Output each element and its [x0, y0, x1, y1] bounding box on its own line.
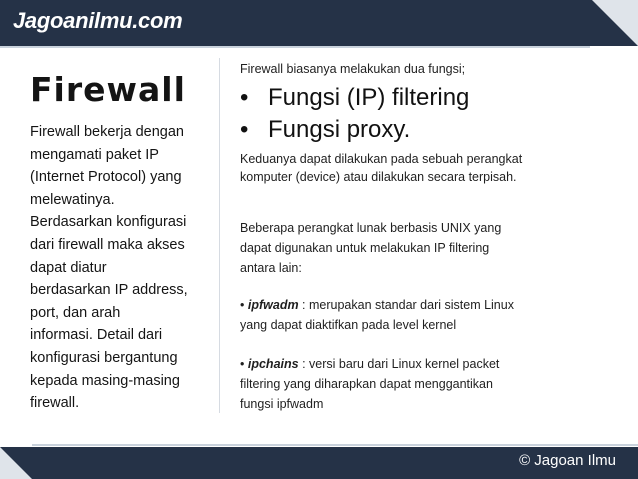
tool-desc: : versi baru dari Linux kernel packet [298, 357, 500, 371]
left-line: dapat diatur [30, 259, 107, 276]
bullet-icon: • [240, 357, 245, 371]
left-line: mengamati paket IP [30, 146, 159, 163]
tool-desc-line: yang dapat diaktifkan pada level kernel [240, 318, 457, 332]
left-line: konfigurasi bergantung [30, 349, 178, 366]
tool-desc-line: filtering yang diharapkan dapat menggantikan [240, 377, 493, 391]
bullet-icon: • [240, 84, 249, 111]
unix-line: dapat digunakan untuk melakukan IP filtering [240, 241, 490, 255]
left-line: Firewall bekerja dengan [30, 124, 184, 140]
tool-item-ipfwadm [240, 296, 600, 315]
header-corner-accent [592, 0, 638, 46]
site-logo: Jagoanilmu.com [13, 8, 183, 33]
both-line: komputer (device) atau dilakukan secara terpisah. [240, 170, 517, 184]
footer-corner-accent [0, 447, 32, 479]
bullet-icon: • [240, 298, 245, 312]
left-line: kepada masing-masing [30, 372, 180, 389]
both-line: Keduanya dapat dilakukan pada sebuah perangkat [240, 152, 523, 166]
left-line: informasi. Detail dari [30, 327, 163, 344]
left-line: (Internet Protocol) yang [30, 169, 182, 186]
header-rule [0, 46, 590, 48]
left-line: Berdasarkan konfigurasi [30, 214, 187, 231]
unix-line: Beberapa perangkat lunak berbasis UNIX yang [240, 221, 502, 235]
left-line: firewall. [30, 395, 80, 412]
footer-rule [32, 444, 638, 446]
unix-line: antara lain: [240, 261, 302, 275]
function-label: Fungsi (IP) filtering [268, 84, 470, 111]
slide-title: Firewall [30, 70, 186, 109]
function-item [240, 116, 410, 144]
function-label: Fungsi proxy. [268, 116, 411, 143]
bullet-icon: • [240, 116, 249, 143]
tool-item-ipchains [240, 355, 600, 374]
left-paragraph [30, 121, 208, 415]
tool-name: ipfwadm [247, 298, 299, 312]
tool-name: ipchains [247, 357, 299, 371]
intro-text: Firewall biasanya melakukan dua fungsi; [240, 62, 466, 76]
left-line: melewatinya. [30, 191, 115, 208]
tool-desc-line: fungsi ipfwadm [240, 397, 324, 411]
column-divider [219, 58, 220, 413]
left-line: berdasarkan IP address, [30, 282, 188, 299]
left-line: dari firewall maka akses [30, 236, 185, 253]
function-item [240, 84, 469, 112]
left-line: port, dan arah [30, 304, 121, 321]
tool-desc: : merupakan standar dari sistem Linux [298, 298, 514, 312]
footer-credit: © Jagoan Ilmu [519, 452, 616, 469]
